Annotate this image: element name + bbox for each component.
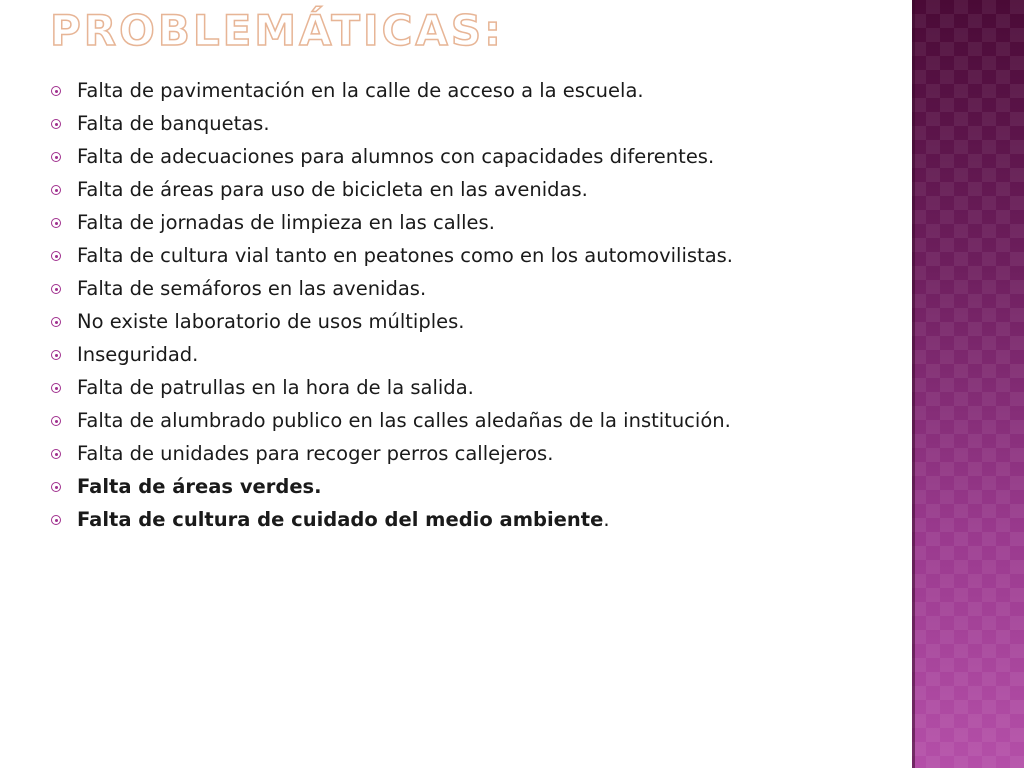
bullet-icon	[51, 86, 61, 96]
list-item-text: Falta de cultura vial tanto en peatones como en los automovilistas.	[77, 244, 734, 267]
bullet-icon	[51, 185, 61, 195]
list-item-text: Inseguridad.	[77, 343, 199, 366]
slide-title: PROBLEMÁTICAS:	[50, 6, 504, 55]
list-item	[50, 80, 870, 102]
list-item	[50, 245, 870, 267]
bullet-icon	[51, 218, 61, 228]
problem-list	[50, 80, 870, 542]
bullet-icon	[51, 317, 61, 327]
list-item	[50, 278, 870, 300]
bullet-icon	[51, 251, 61, 261]
list-item-text: Falta de alumbrado publico en las calles aledañas de la institución.	[77, 409, 731, 432]
list-item	[50, 509, 870, 531]
list-item-text: Falta de semáforos en las avenidas.	[77, 277, 427, 300]
list-item	[50, 344, 870, 366]
bullet-icon	[51, 152, 61, 162]
bullet-icon	[51, 482, 61, 492]
list-item	[50, 476, 870, 498]
bullet-icon	[51, 284, 61, 294]
list-item	[50, 146, 870, 168]
list-item	[50, 179, 870, 201]
list-item	[50, 212, 870, 234]
list-item-text: Falta de jornadas de limpieza en las calles.	[77, 211, 495, 234]
bullet-icon	[51, 416, 61, 426]
list-item-text: Falta de banquetas.	[77, 112, 270, 135]
list-item	[50, 113, 870, 135]
list-item	[50, 410, 870, 432]
list-item	[50, 311, 870, 333]
list-item-text: Falta de unidades para recoger perros callejeros.	[77, 442, 554, 465]
bullet-icon	[51, 515, 61, 525]
panel-edge	[912, 0, 915, 768]
list-item	[50, 443, 870, 465]
list-item-text: Falta de cultura de cuidado del medio ambiente	[77, 508, 604, 531]
list-item-text: Falta de adecuaciones para alumnos con capacidades diferentes.	[77, 145, 715, 168]
bullet-icon	[51, 119, 61, 129]
decorative-side-panel	[912, 0, 1024, 768]
bullet-icon	[51, 350, 61, 360]
list-item-text: Falta de áreas para uso de bicicleta en las avenidas.	[77, 178, 588, 201]
list-item-text: Falta de áreas verdes.	[77, 475, 322, 498]
diamond-pattern	[912, 0, 1024, 768]
list-item-suffix: .	[603, 508, 610, 531]
list-item-text: Falta de patrullas en la hora de la salida.	[77, 376, 474, 399]
list-item	[50, 377, 870, 399]
bullet-icon	[51, 449, 61, 459]
list-item-text: Falta de pavimentación en la calle de acceso a la escuela.	[77, 79, 644, 102]
list-item-text: No existe laboratorio de usos múltiples.	[77, 310, 465, 333]
bullet-icon	[51, 383, 61, 393]
